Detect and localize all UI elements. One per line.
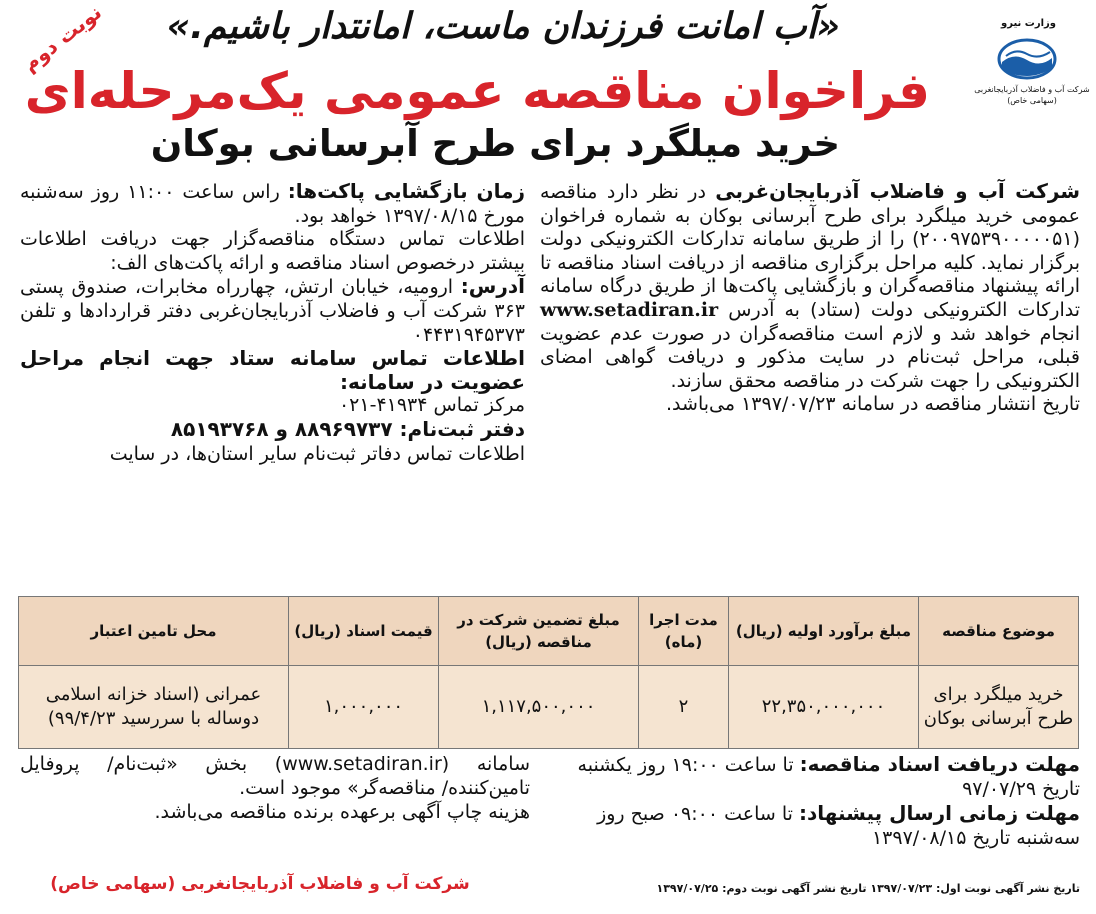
offer-deadline bbox=[550, 801, 1080, 850]
docs-deadline-text: تا ساعت ۱۹:۰۰ روز یکشنبه تاریخ ۹۷/۰۷/۲۹ bbox=[577, 754, 1080, 800]
intro-paragraph bbox=[540, 180, 1080, 393]
water-company-logo-icon bbox=[996, 38, 1058, 80]
table-row bbox=[19, 666, 1079, 749]
footer-company: شرکت آب و فاضلاب آذربایجانغربی (سهامی خاص) bbox=[50, 874, 470, 894]
call-center: مرکز تماس ۴۱۹۳۴-۰۲۱ bbox=[338, 394, 525, 417]
table-cell-doc-price: ۱,۰۰۰,۰۰۰ bbox=[289, 666, 439, 749]
registration-phones: ۸۸۹۶۹۷۳۷ و ۸۵۱۹۳۷۶۸ bbox=[170, 416, 400, 441]
address bbox=[20, 275, 525, 347]
company-small-line-2: (سهامی خاص) bbox=[1007, 96, 1057, 105]
tender-table bbox=[18, 596, 1079, 749]
registration-label: دفتر ثبت‌نام: bbox=[399, 416, 525, 441]
deadlines bbox=[550, 752, 1080, 850]
company-small-line-1: شرکت آب و فاضلاب آذربایجانغربی bbox=[974, 85, 1090, 94]
company-small-label bbox=[972, 84, 1092, 106]
page-title: فراخوان مناقصه عمومی یک‌مرحله‌ای bbox=[24, 62, 930, 120]
opening-time bbox=[20, 180, 525, 228]
ministry-label: وزارت نیرو bbox=[1001, 18, 1056, 29]
publish-date: تاریخ انتشار مناقصه در سامانه ۱۳۹۷/۰۷/۲۳ می‌باشد. bbox=[666, 393, 1080, 416]
table-cell-guarantee: ۱,۱۱۷,۵۰۰,۰۰۰ bbox=[439, 666, 639, 749]
table-header: قیمت اسناد (ریال) bbox=[289, 597, 439, 666]
motto: «آب امانت فرزندان ماست، امانتدار باشیم.» bbox=[166, 6, 840, 47]
table-cell-estimate: ۲۲,۳۵۰,۰۰۰,۰۰۰ bbox=[729, 666, 919, 749]
docs-deadline-label: مهلت دریافت اسناد مناقصه: bbox=[799, 752, 1080, 776]
second-publication-stamp: نوبت دوم bbox=[17, 0, 107, 77]
table-header: موضوع مناقصه bbox=[919, 597, 1079, 666]
right-column bbox=[540, 180, 1080, 417]
docs-deadline bbox=[550, 752, 1080, 801]
registration-office bbox=[20, 418, 525, 443]
site-section-note: سامانه (www.setadiran.ir) بخش «ثبت‌نام/ پروفایل تامین‌کننده/ مناقصه‌گر» موجود است. bbox=[20, 753, 530, 799]
offer-deadline-label: مهلت زمانی ارسال پیشنهاد: bbox=[798, 801, 1080, 825]
address-text: ارومیه، خیابان ارتش، چهارراه مخابرات، صندوق پستی ۳۶۳ شرکت آب و فاضلاب آذربایجان‌غربی دفتر قراردادها و تلفن ۰۴۴۳۱۹۴۵۳۷۳ bbox=[20, 276, 525, 346]
page-subtitle: خرید میلگرد برای طرح آبرسانی بوکان bbox=[150, 122, 840, 165]
offer-deadline-text: تا ساعت ۰۹:۰۰ صبح روز سه‌شنبه تاریخ ۱۳۹۷/۰۸/۱۵ bbox=[597, 803, 1080, 849]
address-label: آدرس: bbox=[460, 274, 525, 299]
table-header: مبلغ تضمین شرکت در مناقصه (ریال) bbox=[439, 597, 639, 666]
website-link[interactable]: www.setadiran.ir bbox=[540, 298, 719, 321]
contact-info: اطلاعات تماس دستگاه مناقصه‌گزار جهت دریافت اطلاعات بیشتر درخصوص اسناد مناقصه و ارائه پاکت‌های الف: bbox=[20, 228, 525, 274]
table-header: محل تامین اعتبار bbox=[19, 597, 289, 666]
table-cell-funding: عمرانی (اسناد خزانه اسلامی دوساله با سررسید ۹۹/۴/۲۳) bbox=[19, 666, 289, 749]
bottom-notes bbox=[20, 752, 530, 824]
publication-dates: تاریخ نشر آگهی نوبت اول: ۱۳۹۷/۰۷/۲۳ تاریخ نشر آگهی نوبت دوم: ۱۳۹۷/۰۷/۲۵ bbox=[656, 882, 1080, 895]
company-name-lead: شرکت آب و فاضلاب آذربایجان‌غربی bbox=[715, 179, 1080, 203]
ad-cost-note: هزینه چاپ آگهی برعهده برنده مناقصه می‌باشد. bbox=[154, 801, 530, 823]
table-cell-duration: ۲ bbox=[639, 666, 729, 749]
registration-more: اطلاعات تماس دفاتر ثبت‌نام سایر استان‌ها، در سایت bbox=[109, 442, 525, 465]
table-cell-subject: خرید میلگرد برای طرح آبرسانی بوکان bbox=[919, 666, 1079, 749]
setad-contact-heading: اطلاعات تماس سامانه ستاد جهت انجام مراحل عضویت در سامانه: bbox=[20, 346, 525, 394]
opening-time-text: راس ساعت ۱۱:۰۰ روز سه‌شنبه مورخ ۱۳۹۷/۰۸/۱۵ خواهد بود. bbox=[20, 181, 525, 227]
intro-body-2: انجام خواهد شد و لازم است مناقصه‌گران در صورت عدم عضویت قبلی، مراحل ثبت‌نام در سایت مذکور و دریافت گواهی امضای الکترونیکی را جهت شرکت در مناقصه محقق سازند. bbox=[540, 322, 1080, 392]
intro-body-1: در نظر دارد مناقصه عمومی خرید میلگرد برای طرح آبرسانی بوکان به شماره فراخوان (۲۰۰۹۷۵۳۹۰۰۰۰۰۵۱) را از طریق سامانه تدارکات الکترونیکی دولت برگزار نماید. کلیه مراحل برگزاری مناقصه از دریافت اسناد مناقصه تا ارائه پیشنهاد مناقصه‌گران و بازگشایی پاکت‌ها از طریق درگاه سامانه تدارکات الکترونیکی دولت (ستاد) به آدرس bbox=[540, 181, 1080, 321]
left-column bbox=[20, 180, 525, 466]
opening-time-label: زمان بازگشایی پاکت‌ها: bbox=[287, 179, 525, 203]
table-header: مدت اجرا (ماه) bbox=[639, 597, 729, 666]
table-header-row bbox=[19, 597, 1079, 666]
table-header: مبلغ برآورد اولیه (ریال) bbox=[729, 597, 919, 666]
